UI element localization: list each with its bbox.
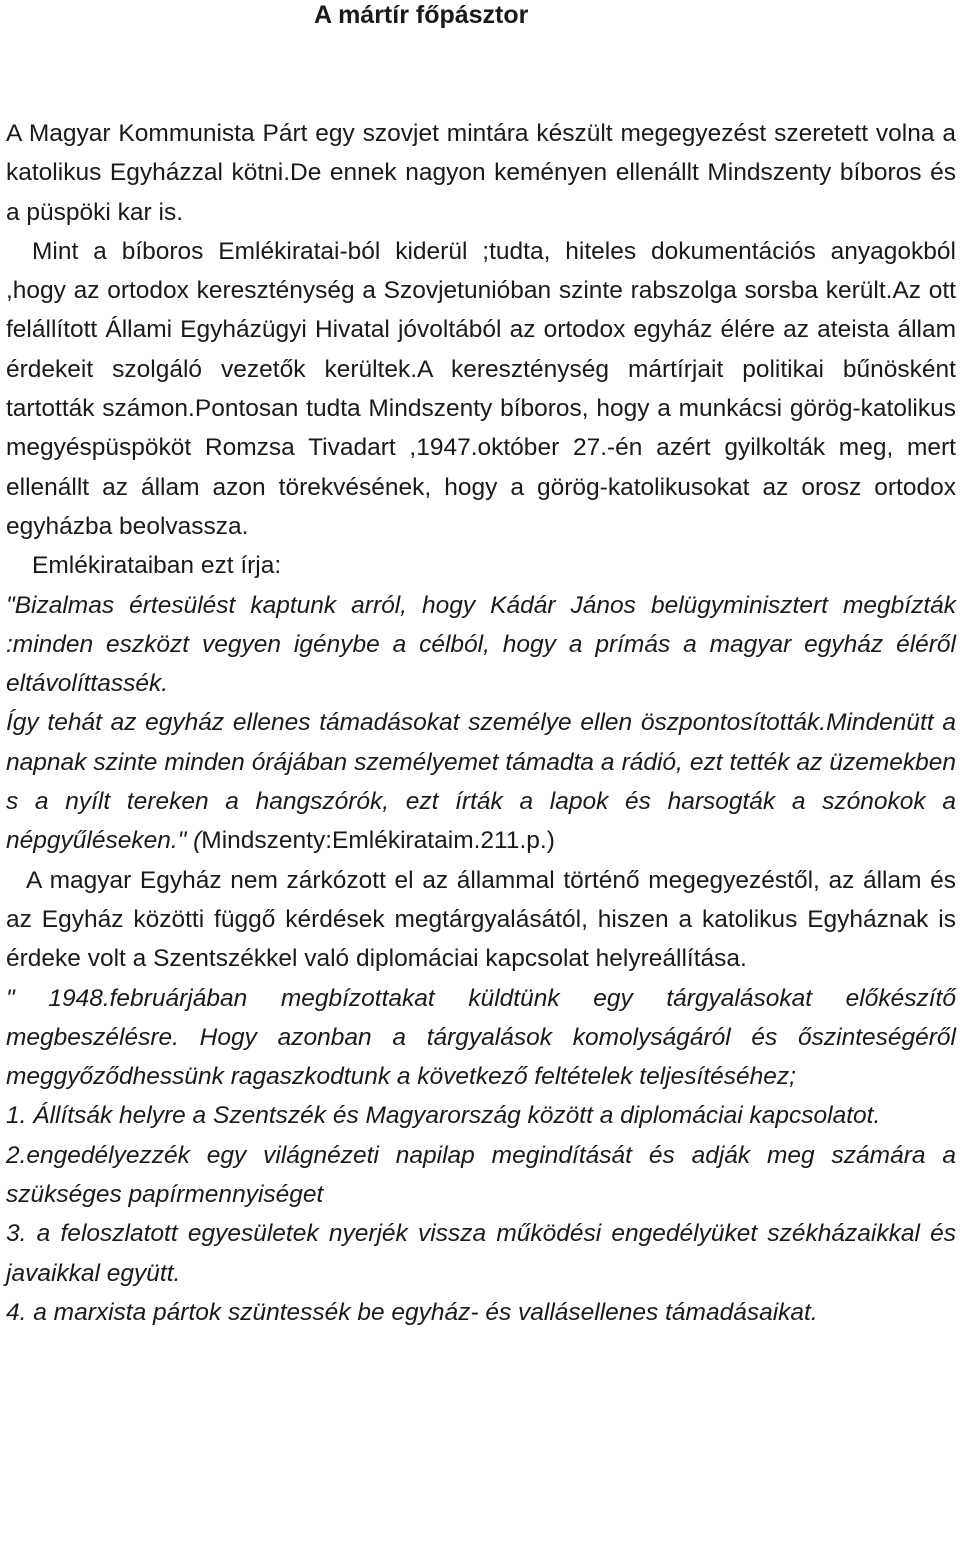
quote-attacks-text: Így tehát az egyház ellenes támadásokat személye ellen öszpontosították.Mindenütt a napnak szinte minden órájában személyemet támadta a rádió, ezt tették az üzemekben s a nyílt tereken a hangszórók, ezt írták a lapok és harsogták a szónokok a népgyűléseken." ( [6, 709, 956, 855]
list-item-1: 1. Állítsák helyre a Szentszék és Magyarország között a diplomáciai kapcsolatot. [6, 1102, 881, 1130]
quote-citation: Mindszenty:Emlékirataim.211.p.) [201, 827, 555, 855]
page-title: A mártír főpásztor [314, 1, 529, 29]
list-item-3: 3. a feloszlatott egyesületek nyerjék vissza működési engedélyüket székházaikkal és javaikkal együtt. [6, 1220, 956, 1287]
paragraph-quote-intro: Emlékirataiban ezt írja: [32, 552, 282, 580]
paragraph-negotiation: A magyar Egyház nem zárkózott el az állammal történő megegyezéstől, az állam és az Egyház közötti függő kérdések megtárgyalásától, hiszen a katolikus Egyháznak is érdeke volt a Szentszékkel való diplomáciai kapcsolat helyreállítása. [6, 866, 956, 973]
quote-kadar: "Bizalmas értesülést kaptunk arról, hogy Kádár János belügyminisztert megbízták :minden eszközt vegyen igénybe a célból, hogy a prímás a magyar egyház éléről eltávolíttassék. [6, 591, 956, 698]
quote-attacks [6, 703, 956, 860]
list-item-4: 4. a marxista pártok szüntessék be egyház- és vallásellenes támadásaikat. [6, 1298, 818, 1326]
paragraph-memoirs: Mint a bíboros Emlékiratai-ból kiderül ;tudta, hiteles dokumentációs anyagokból ,hogy az ortodox kereszténység a Szovjetunióban szinte rabszolga sorsba került.Az ott felállított Állami Egyházügyi Hivatal jóvoltából az ortodox egyház élére az ateista állam érdekeit szolgáló vezetők kerültek.A kereszténység mártírjait politikai bűnösként tartották számon.Pontosan tudta Mindszenty bíboros, hogy a munkácsi görög-katolikus megyéspüspököt Romzsa Tivadart ,1947.október 27.-én azért gyilkolták meg, mert ellenállt az állam azon törekvésének, hogy a görög-katolikusokat az orosz ortodox egyházba beolvassza. [6, 237, 956, 540]
paragraph-intro: A Magyar Kommunista Párt egy szovjet mintára készült megegyezést szeretett volna a katolikus Egyházzal kötni.De ennek nagyon keményen ellenállt Mindszenty bíboros és a püspöki kar is. [6, 120, 956, 226]
quote-1948: " 1948.februárjában megbízottakat küldtünk egy tárgyalásokat előkészítő megbeszélésre. Hogy azonban a tárgyalások komolyságáról és őszinteségéről meggyőződhessünk ragaszkodtunk a következő feltételek teljesítéséhez; [6, 984, 956, 1091]
spacer [6, 30, 956, 114]
list-item-2: 2.engedélyezzék egy világnézeti napilap megindítását és adják meg számára a szükséges papírmennyiséget [6, 1141, 956, 1209]
